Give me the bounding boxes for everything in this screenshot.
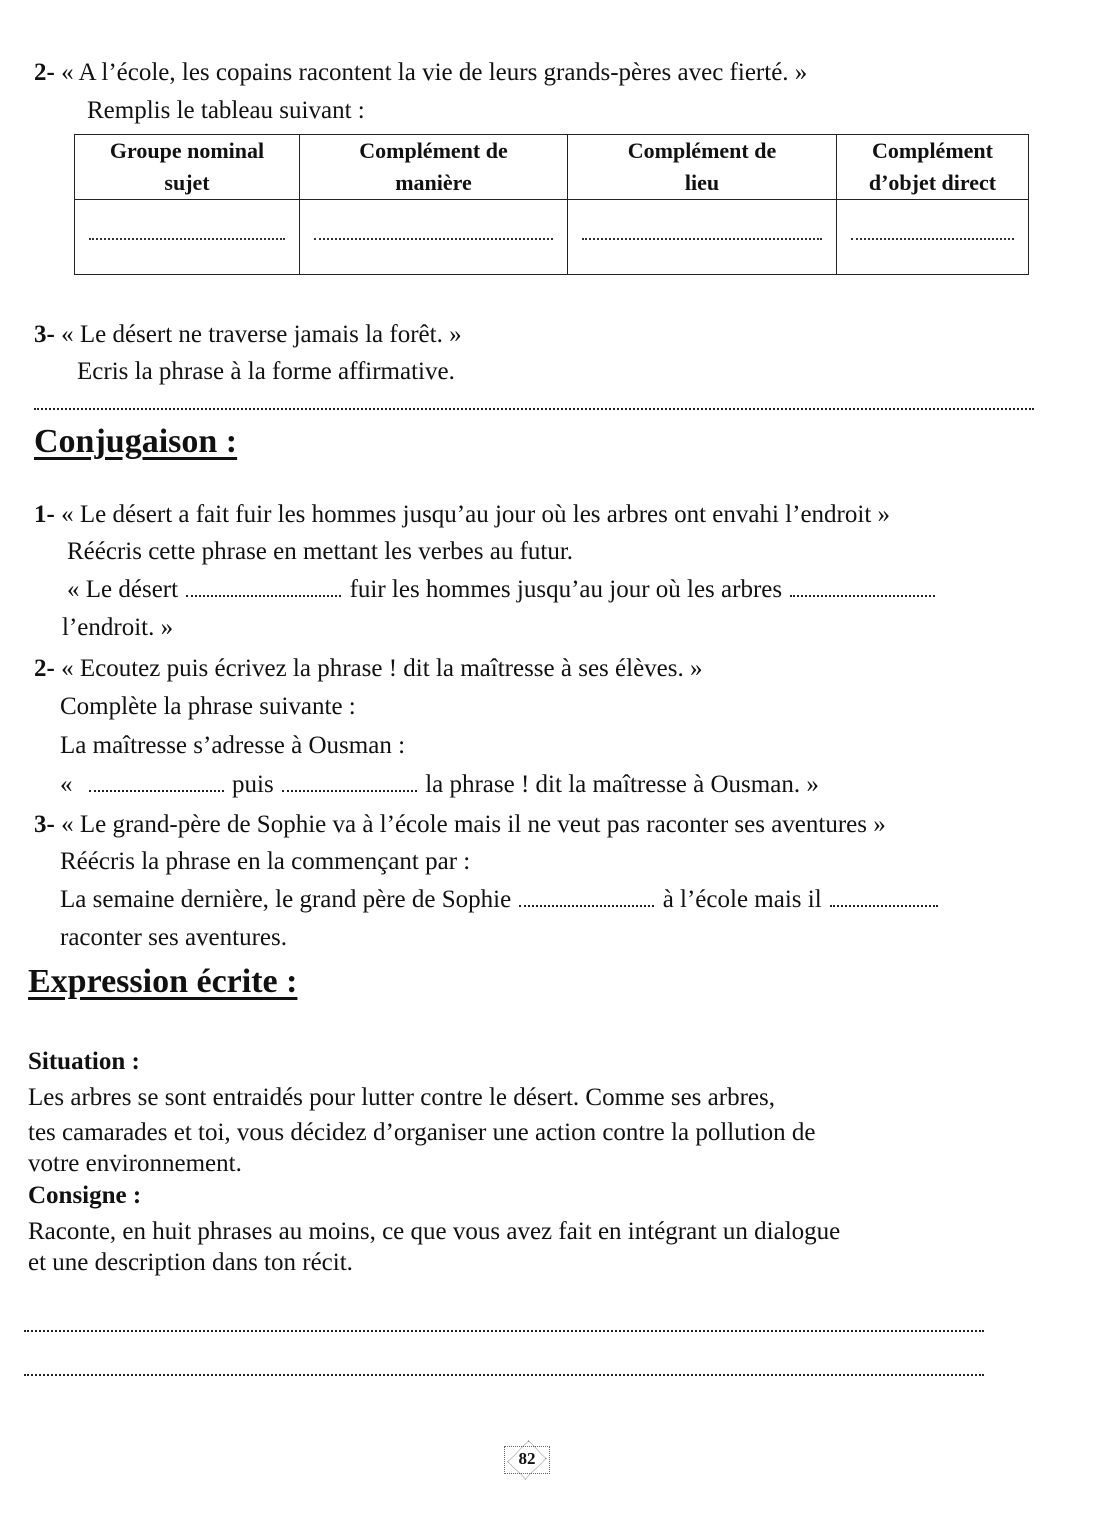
answer-line[interactable] — [24, 1330, 984, 1332]
header-line: d’objet direct — [868, 170, 997, 195]
answer-cell-object[interactable] — [837, 200, 1029, 275]
answer-line[interactable] — [24, 1374, 984, 1376]
question-3-instruction: Ecris la phrase à la forme affirmative. — [77, 358, 455, 385]
table-answer-row — [75, 200, 1029, 275]
section-heading-expression: Expression écrite : — [28, 963, 298, 1000]
answer-blank[interactable] — [519, 905, 654, 907]
conj-question-3-fill-end: raconter ses aventures. — [60, 924, 287, 951]
question-2-instruction: Remplis le tableau suivant : — [87, 97, 365, 124]
section-heading-conjugaison: Conjugaison : — [34, 423, 238, 460]
consigne-line: et une description dans ton récit. — [28, 1249, 353, 1276]
table-header-row — [75, 135, 1029, 200]
conj-question-1-prompt — [34, 500, 890, 530]
answer-cell-subject[interactable] — [75, 200, 300, 275]
situation-line: votre environnement. — [28, 1150, 242, 1177]
situation-label: Situation : — [28, 1048, 140, 1075]
conj-question-2-fill — [60, 770, 819, 800]
question-number: 2- — [34, 59, 55, 86]
fill-text: La semaine dernière, le grand père de Sophie — [60, 886, 512, 913]
header-subject-group — [75, 135, 300, 200]
question-number: 1- — [34, 501, 55, 528]
consigne-label: Consigne : — [28, 1182, 142, 1209]
answer-blank[interactable] — [851, 238, 1014, 240]
situation-line: Les arbres se sont entraidés pour lutter contre le désert. Comme ses arbres, — [28, 1084, 775, 1111]
answer-cell-manner[interactable] — [300, 200, 568, 275]
header-line: Complément de — [627, 138, 777, 163]
answer-blank[interactable] — [89, 238, 285, 240]
question-quote: « Le désert a fait fuir les hommes jusqu’au jour où les arbres ont envahi l’endroit » — [61, 501, 891, 528]
answer-cell-place[interactable] — [568, 200, 837, 275]
question-quote: « Le désert ne traverse jamais la forêt. » — [61, 321, 462, 348]
conj-question-1-instruction: Réécris cette phrase en mettant les verbes au futur. — [67, 538, 574, 565]
answer-blank[interactable] — [830, 905, 938, 907]
conj-question-3-prompt — [34, 810, 886, 840]
conj-question-2-prompt — [34, 654, 702, 684]
fill-text: puis — [232, 771, 274, 798]
header-line: lieu — [684, 170, 720, 195]
question-quote: « Ecoutez puis écrivez la phrase ! dit la maîtresse à ses élèves. » — [61, 655, 703, 682]
conj-question-1-fill — [67, 575, 937, 605]
consigne-line: Raconte, en huit phrases au moins, ce que vous avez fait en intégrant un dialogue — [28, 1218, 841, 1245]
header-line: sujet — [164, 170, 210, 195]
header-manner-complement — [300, 135, 568, 200]
fill-text: « — [60, 771, 73, 798]
answer-blank[interactable] — [89, 790, 224, 792]
question-number: 2- — [34, 655, 55, 682]
answer-blank[interactable] — [314, 238, 553, 240]
header-line: Complément — [872, 138, 993, 163]
fill-text: la phrase ! dit la maîtresse à Ousman. » — [425, 771, 819, 798]
conj-question-3-fill — [60, 885, 940, 915]
fill-text: fuir les hommes jusqu’au jour où les arbres — [349, 576, 783, 603]
page-number-badge — [496, 1440, 558, 1480]
answer-blank[interactable] — [582, 238, 822, 240]
grammar-analysis-table — [74, 134, 1029, 275]
header-line: Complément de — [359, 138, 508, 163]
header-direct-object — [837, 135, 1029, 200]
page-number: 82 — [518, 1449, 536, 1468]
conj-question-2-instruction: Complète la phrase suivante : — [60, 693, 356, 720]
question-quote: « A l’école, les copains racontent la vie de leurs grands-pères avec fierté. » — [61, 59, 808, 86]
question-number: 3- — [34, 321, 55, 348]
question-number: 3- — [34, 811, 55, 838]
answer-blank[interactable] — [186, 595, 341, 597]
answer-line[interactable] — [34, 408, 1034, 410]
conj-question-2-context: La maîtresse s’adresse à Ousman : — [60, 732, 406, 759]
conj-question-3-instruction: Réécris la phrase en la commençant par : — [60, 848, 471, 875]
question-quote: « Le grand-père de Sophie va à l’école mais il ne veut pas raconter ses aventures » — [61, 811, 886, 838]
fill-text: « Le désert — [67, 576, 179, 603]
header-line: manière — [395, 170, 472, 195]
question-3-prompt — [34, 320, 462, 350]
situation-line: tes camarades et toi, vous décidez d’organiser une action contre la pollution de — [28, 1119, 816, 1146]
answer-blank[interactable] — [282, 790, 417, 792]
answer-blank[interactable] — [790, 595, 935, 597]
question-2-prompt — [34, 58, 807, 88]
conj-question-1-fill-end: l’endroit. » — [62, 614, 174, 641]
fill-text: à l’école mais il — [662, 886, 822, 913]
header-line: Groupe nominal — [109, 138, 265, 163]
header-place-complement — [568, 135, 837, 200]
